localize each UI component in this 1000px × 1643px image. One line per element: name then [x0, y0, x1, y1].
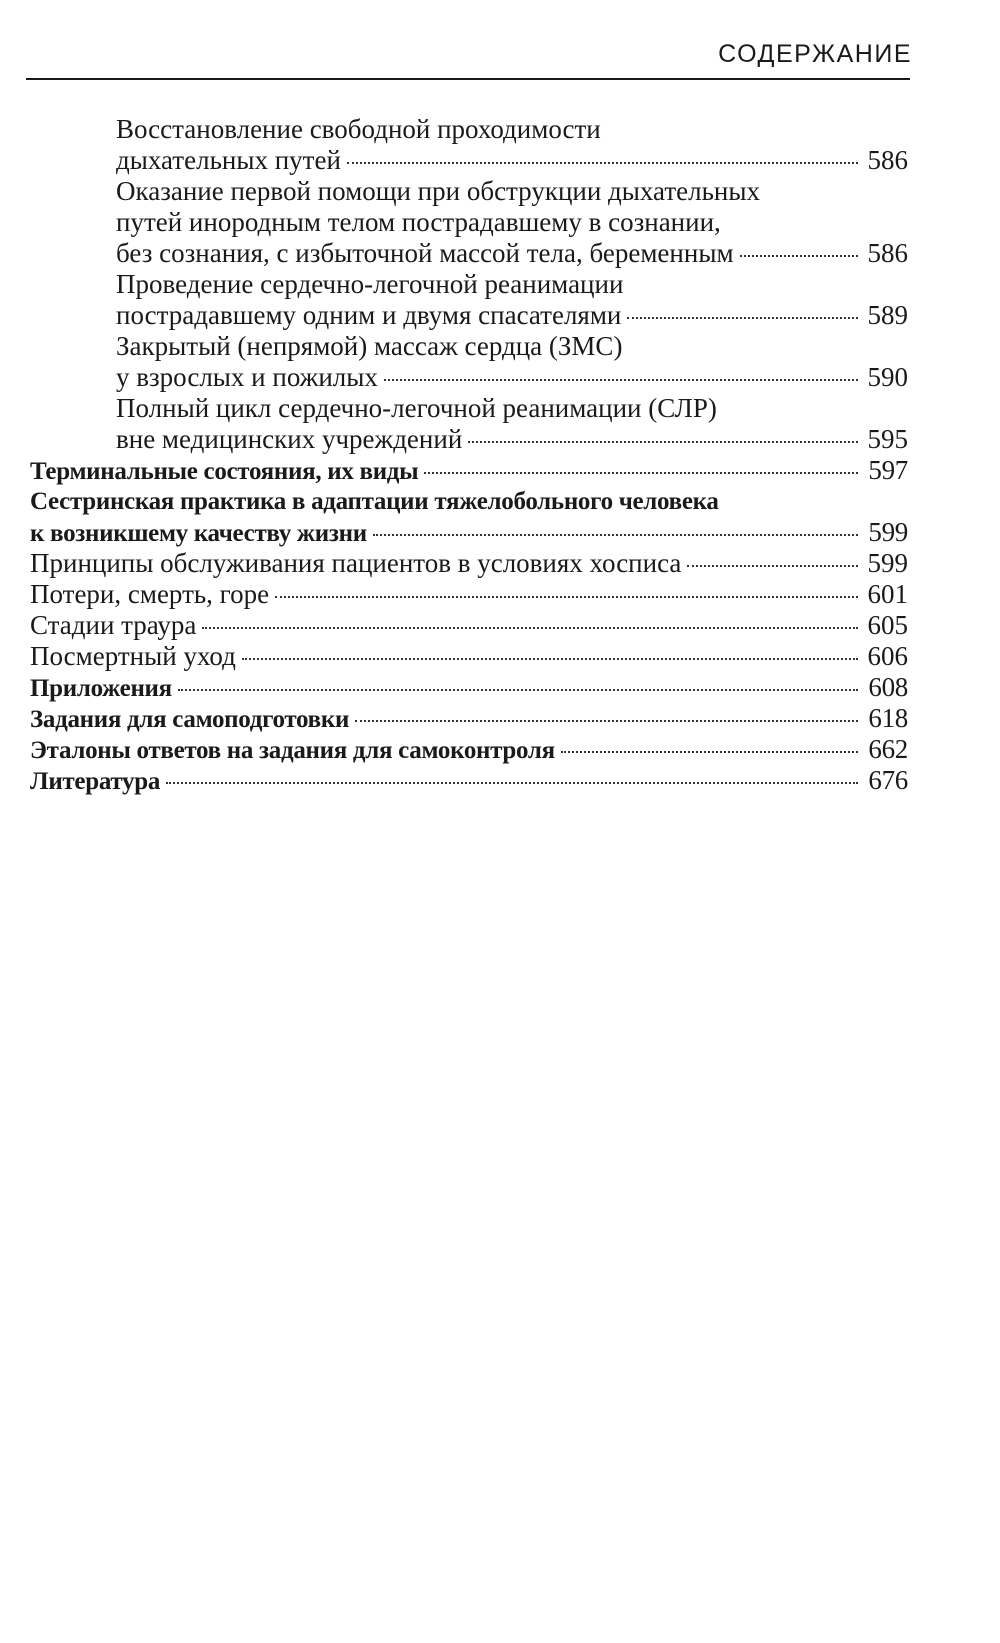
toc-page-number: 586 [867, 145, 908, 175]
toc-entry[interactable] [30, 672, 908, 703]
dot-leader [202, 627, 858, 629]
dot-leader [373, 534, 858, 536]
toc-entry-title-line: Стадии траура [30, 610, 197, 640]
toc-page-number: 608 [868, 672, 908, 702]
dot-leader [384, 379, 858, 381]
dot-leader [347, 162, 858, 164]
toc-entry-title-line: дыхательных путей [116, 145, 341, 175]
toc-page-number: 676 [868, 765, 908, 795]
toc-page-number: 589 [867, 300, 908, 330]
toc-page-number: 618 [868, 703, 908, 733]
toc-entry-title-line: Полный цикл сердечно-легочной реанимации (СЛР) [116, 393, 717, 423]
toc-entry[interactable] [30, 610, 908, 641]
toc-page-number: 601 [867, 579, 908, 609]
toc-page-number: 662 [868, 734, 908, 764]
dot-leader [740, 255, 858, 257]
toc-entry-title-line: Эталоны ответов на задания для самоконтроля [30, 737, 555, 764]
toc-entry-title-line: к возникшему качеству жизни [30, 520, 367, 547]
toc-page-number: 586 [867, 238, 908, 268]
dot-leader [355, 720, 858, 722]
toc-entry-title-line: Сестринская практика в адаптации тяжелобольного человека [30, 488, 719, 515]
table-of-contents [30, 114, 908, 796]
dot-leader [242, 658, 858, 660]
toc-entry[interactable] [30, 269, 908, 331]
toc-page-number: 599 [868, 517, 908, 547]
dot-leader [468, 441, 858, 443]
toc-entry[interactable] [30, 176, 908, 269]
toc-entry-title-line: Закрытый (непрямой) массаж сердца (ЗМС) [116, 331, 623, 361]
running-head-title: СОДЕРЖАНИЕ [718, 40, 912, 68]
toc-entry-title-line: Проведение сердечно-легочной реанимации [116, 269, 624, 299]
toc-entry-title-line: Оказание первой помощи при обструкции дыхательных [116, 176, 761, 206]
toc-entry[interactable] [30, 548, 908, 579]
toc-entry[interactable] [30, 455, 908, 486]
toc-entry-title-line: Посмертный уход [30, 641, 236, 671]
toc-entry[interactable] [30, 734, 908, 765]
toc-page-number: 605 [867, 610, 908, 640]
toc-entry[interactable] [30, 114, 908, 176]
toc-entry-title-line: Терминальные состояния, их виды [30, 458, 419, 485]
toc-entry[interactable] [30, 393, 908, 455]
toc-entry[interactable] [30, 641, 908, 672]
dot-leader [178, 689, 858, 691]
toc-entry-title-line: Принципы обслуживания пациентов в условиях хосписа [30, 548, 682, 578]
toc-entry[interactable] [30, 703, 908, 734]
toc-entry-title-line: путей инородным телом пострадавшему в сознании, [116, 207, 721, 237]
toc-page-number: 599 [867, 548, 908, 578]
toc-entry[interactable] [30, 331, 908, 393]
toc-page-number: 606 [867, 641, 908, 671]
header-rule [26, 78, 910, 80]
toc-page-number: 590 [867, 362, 908, 392]
toc-entry[interactable] [30, 579, 908, 610]
toc-entry-title-line: пострадавшему одним и двумя спасателями [116, 300, 622, 330]
dot-leader [627, 317, 858, 319]
toc-entry-title-line: Задания для самоподготовки [30, 706, 350, 733]
toc-entry[interactable] [30, 765, 908, 796]
toc-entry-title-line: Литература [30, 768, 161, 795]
toc-entry-title-line: у взрослых и пожилых [116, 362, 378, 392]
toc-entry-title-line: Потери, смерть, горе [30, 579, 270, 609]
toc-page-number: 595 [867, 424, 908, 454]
toc-entry[interactable] [30, 486, 908, 548]
dot-leader [166, 782, 858, 784]
toc-entry-title-line: Приложения [30, 675, 172, 702]
toc-page-number: 597 [868, 455, 908, 485]
dot-leader [275, 596, 858, 598]
toc-entry-title-line: без сознания, с избыточной массой тела, беременным [116, 238, 734, 268]
toc-entry-title-line: вне медицинских учреждений [116, 424, 463, 454]
toc-entry-title-line: Восстановление свободной проходимости [116, 114, 601, 144]
dot-leader [561, 751, 858, 753]
dot-leader [424, 472, 858, 474]
dot-leader [687, 565, 858, 567]
